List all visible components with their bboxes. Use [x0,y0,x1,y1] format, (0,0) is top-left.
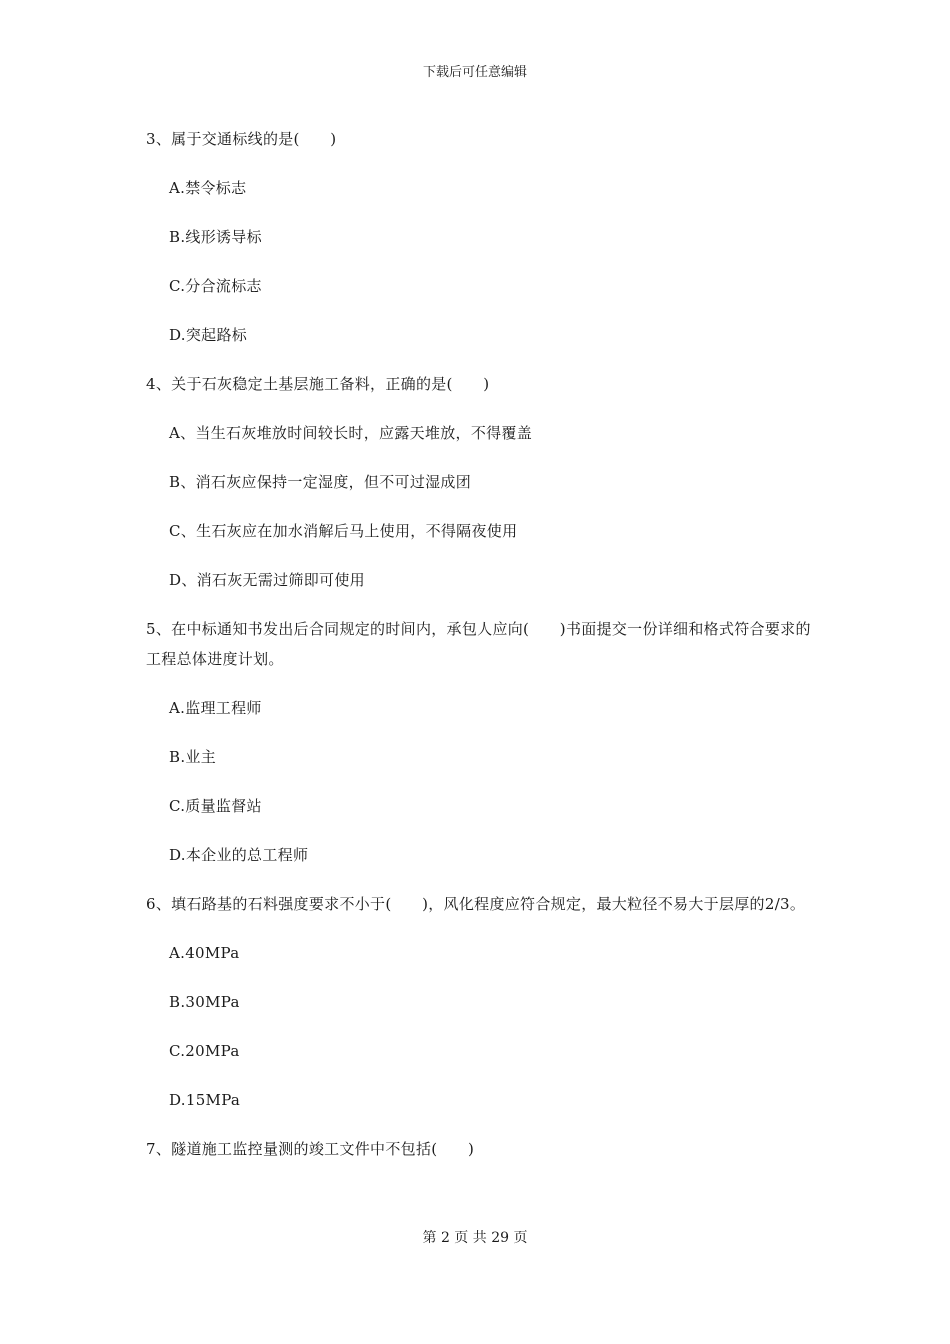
question-text: 7、隧道施工监控量测的竣工文件中不包括( ) [146,1140,475,1158]
option-a: A.40MPa [169,944,240,962]
option-c: C、生石灰应在加水消解后马上使用，不得隔夜使用 [169,522,518,540]
question-text: 3、属于交通标线的是( ) [146,130,337,148]
option-c: C.分合流标志 [169,277,262,295]
question-text: 6、填石路基的石料强度要求不小于( )，风化程度应符合规定，最大粒径不易大于层厚的2/3。 [146,895,806,913]
option-a: A.禁令标志 [169,179,247,197]
option-b: B、消石灰应保持一定湿度，但不可过湿成团 [169,473,472,491]
option-d: D.15MPa [169,1091,241,1109]
question-6 [146,889,814,1134]
page-number: 第 2 页 共 29 页 [422,1230,528,1246]
option-a: A、当生石灰堆放时间较长时，应露天堆放，不得覆盖 [169,424,533,442]
option-c: C.20MPa [169,1042,240,1060]
question-4 [146,369,814,614]
question-list [146,124,814,1183]
option-d: D.本企业的总工程师 [169,846,309,864]
option-b: B.业主 [169,748,216,766]
question-text: 5、在中标通知书发出后合同规定的时间内，承包人应向( )书面提交一份详细和格式符合要求的工程总体进度计划。 [146,620,811,668]
option-b: B.30MPa [169,993,240,1011]
option-d: D.突起路标 [169,326,248,344]
option-b: B.线形诱导标 [169,228,262,246]
option-c: C.质量监督站 [169,797,262,815]
option-list [146,693,814,889]
question-5 [146,614,814,889]
option-list [146,418,814,614]
option-list [146,173,814,369]
question-text: 4、关于石灰稳定土基层施工备料，正确的是( ) [146,375,490,393]
option-d: D、消石灰无需过筛即可使用 [169,571,365,589]
option-list [146,938,814,1134]
question-7 [146,1134,814,1183]
page-header: 下载后可任意编辑 [422,65,527,80]
option-a: A.监理工程师 [169,699,262,717]
question-3 [146,124,814,369]
